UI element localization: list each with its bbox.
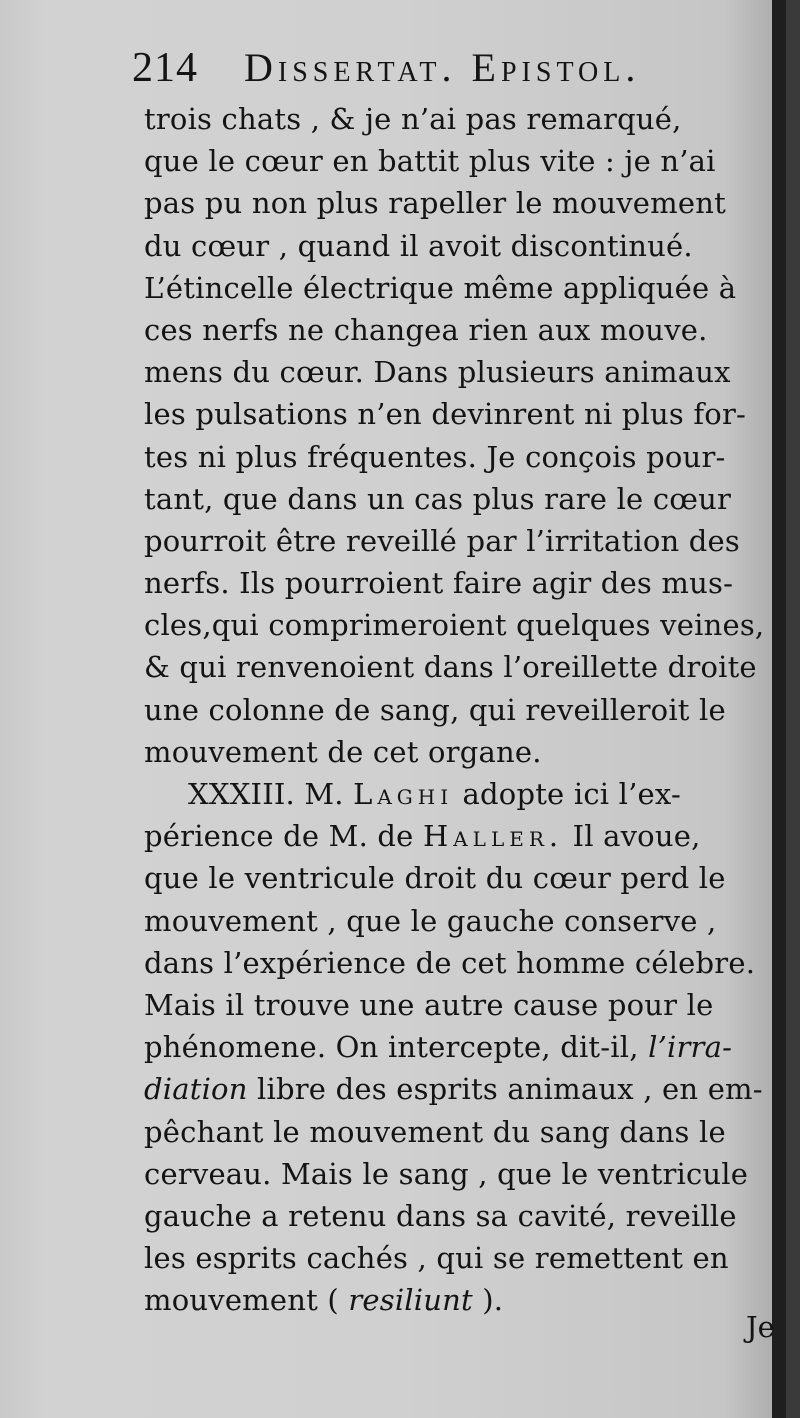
text-fragment: périence de M. de [144, 819, 414, 854]
text-line: cles,qui comprimeroient quelques veines, [144, 608, 765, 643]
paragraph-number: XXXIII. M. [188, 777, 344, 811]
text-fragment: libre des esprits animaux , en em- [257, 1072, 763, 1107]
italic-term: resiliunt [348, 1283, 473, 1318]
text-line: ces nerfs ne changea rien aux mouve. [144, 312, 708, 347]
text-line: les esprits cachés , qui se remettent en [144, 1241, 729, 1276]
author-name: Laghi [353, 777, 454, 811]
text-line: tes ni plus fréquentes. Je conçois pour- [144, 439, 726, 474]
text-line: pas pu non plus rapeller le mouvement [144, 186, 726, 221]
text-line: & qui renvenoient dans l’oreillette droite [144, 650, 757, 685]
text-line: dans l’expérience de cet homme célebre. [144, 945, 756, 980]
text-line [144, 1026, 772, 1068]
page-header [132, 42, 732, 94]
text-line: trois chats , & je n’ai pas remarqué, [144, 102, 682, 136]
text-line: nerfs. Ils pourroient faire agir des mus- [144, 566, 734, 601]
body-text [144, 98, 772, 1321]
author-name: Haller. [422, 819, 564, 854]
text-line: pêchant le mouvement du sang dans le [144, 1114, 726, 1149]
text-fragment: mouvement ( [144, 1283, 339, 1318]
text-fragment: Il avoue, [572, 819, 701, 854]
text-line: que le cœur en battit plus vite : je n’ai [144, 144, 716, 179]
text-line: pourroit être reveillé par l’irritation des [144, 523, 741, 558]
text-line [144, 1068, 772, 1110]
paragraph-start-line [144, 773, 772, 815]
page-edge-shadow [772, 0, 786, 1418]
text-line [144, 1279, 772, 1321]
text-line: cerveau. Mais le sang , que le ventricule [144, 1156, 749, 1191]
text-line: mens du cœur. Dans plusieurs animaux [144, 355, 731, 390]
text-fragment: phénomene. On intercepte, dit-il, [144, 1030, 639, 1065]
running-title: Dissertat. Epistol. [244, 45, 641, 90]
text-line: que le ventricule droit du cœur perd le [144, 861, 726, 896]
text-line: gauche a retenu dans sa cavité, reveille [144, 1198, 737, 1233]
text-line: mouvement de cet organe. [144, 734, 542, 769]
text-line: mouvement , que le gauche conserve , [144, 903, 717, 938]
text-line [144, 815, 772, 857]
catchword: Je [746, 1310, 775, 1344]
text-fragment: ). [482, 1283, 504, 1318]
text-line: du cœur , quand il avoit discontinué. [144, 228, 693, 263]
text-line: les pulsations n’en devinrent ni plus for- [144, 397, 747, 432]
page-number: 214 [132, 45, 198, 91]
text-fragment: adopte ici l’ex- [462, 777, 681, 811]
text-line: une colonne de sang, qui reveilleroit le [144, 692, 726, 727]
italic-term: diation [144, 1072, 248, 1107]
text-line: tant, que dans un cas plus rare le cœur [144, 481, 732, 516]
italic-term: l’irra- [648, 1030, 733, 1065]
text-line: Mais il trouve une autre cause pour le [144, 987, 714, 1022]
text-line: L’étincelle électrique même appliquée à [144, 270, 737, 305]
